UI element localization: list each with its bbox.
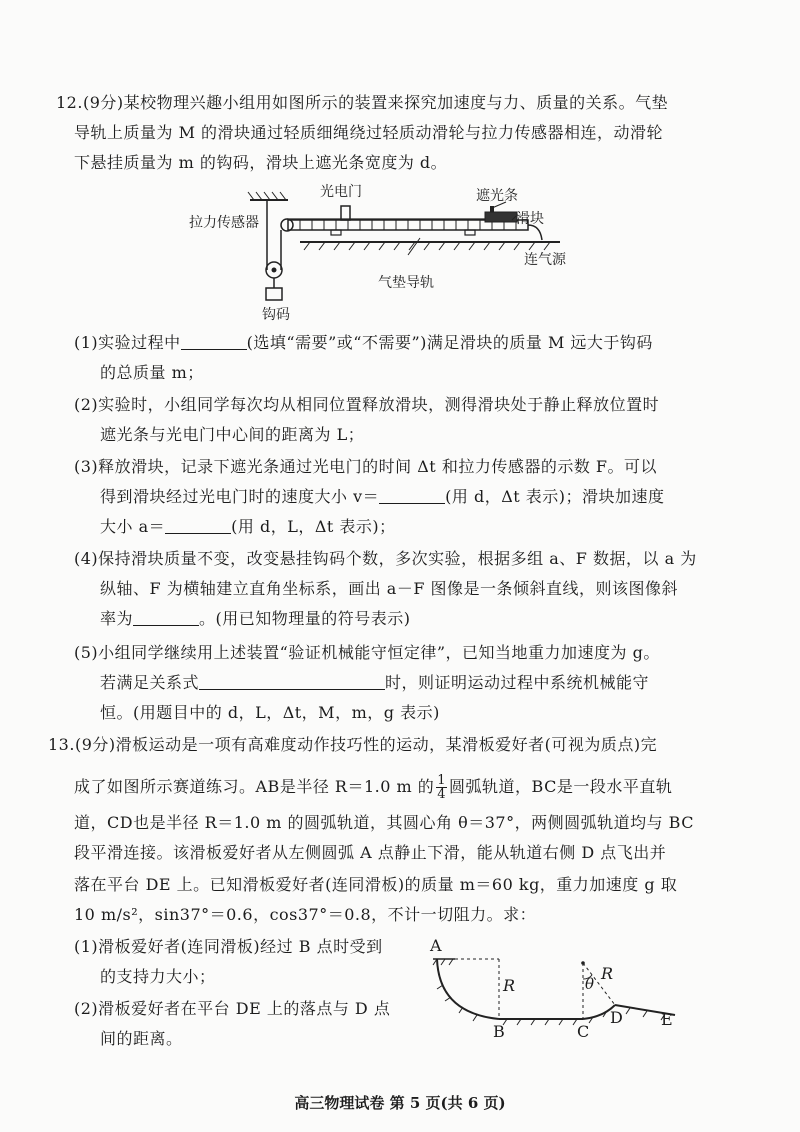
label-air-track: 气垫导轨 xyxy=(378,275,434,291)
angle-theta-label: θ xyxy=(585,975,595,993)
q13-line3: 道，CD也是半径 R＝1.0 m 的圆弧轨道，其圆心角 θ＝37°，两侧圆弧轨道均与 BC xyxy=(74,813,694,832)
q12-part2-line2: 遮光条与光电门中心间的距离为 L； xyxy=(100,425,365,444)
q12-part5-line2: 若满足关系式 时，则证明运动过程中系统机械能守 xyxy=(100,673,650,692)
radius-label-CD: R xyxy=(601,964,614,983)
q13-line2: 成了如图所示赛道练习。AB是半径 R＝1.0 m 的 $\frac{1}{4}$ 圆弧轨道，BC是一段水平直轨 xyxy=(74,773,673,802)
q13-line1: 13.(9分)滑板运动是一项有高难度动作技巧性的运动，某滑板爱好者(可视为质点)完 xyxy=(48,735,658,754)
q13-line5: 落在平台 DE 上。已知滑板爱好者(连同滑板)的质量 m＝60 kg，重力加速度 g 取 xyxy=(74,875,678,894)
q12-part5-line1: (5)小组同学继续用上述装置“验证机械能守恒定律”，已知当地重力加速度为 g。 xyxy=(74,643,660,662)
track-point-C: C xyxy=(577,1022,590,1041)
q13-line4: 段平滑连接。该滑板爱好者从左侧圆弧 A 点静止下滑，能从轨道右侧 D 点飞出并 xyxy=(74,843,667,862)
q13-part1-line2: 的支持力大小； xyxy=(100,967,216,986)
q12-part5-line3: 恒。(用题目中的 d，L，Δt，M，m，g 表示) xyxy=(100,703,440,722)
page-footer: 高三物理试卷 第 5 页(共 6 页) xyxy=(294,1094,506,1112)
q12-intro-line2: 导轨上质量为 M 的滑块通过轻质细绳绕过轻质动滑轮与拉力传感器相连，动滑轮 xyxy=(74,123,664,142)
label-photogate: 光电门 xyxy=(320,184,362,200)
label-hook-weight: 钩码 xyxy=(262,307,290,323)
q12-part4-line1: (4)保持滑块质量不变，改变悬挂钩码个数，多次实验，根据多组 a、F 数据，以 a 为 xyxy=(74,549,697,568)
q13-part2-line2: 间的距离。 xyxy=(100,1029,183,1048)
track-point-A: A xyxy=(430,936,442,955)
quarter-fraction: $\frac{1}{4}$ xyxy=(437,773,447,802)
skateboard-track-figure xyxy=(425,935,695,1045)
q12-part3-line3: 大小 a＝ (用 d，L，Δt 表示)； xyxy=(100,517,396,536)
q12-part4-line3: 率为 。(用已知物理量的符号表示) xyxy=(100,609,411,628)
track-point-B: B xyxy=(493,1022,505,1041)
label-air-source: 连气源 xyxy=(524,252,566,268)
label-light-strip: 遮光条 xyxy=(476,188,518,204)
q12-intro-line3: 下悬挂质量为 m 的钩码，滑块上遮光条宽度为 d。 xyxy=(74,153,448,172)
track-point-E: E xyxy=(661,1010,673,1029)
q13-line6: 10 m/s²，sin37°＝0.6，cos37°＝0.8，不计一切阻力。求： xyxy=(74,905,537,924)
q12-part3-line1: (3)释放滑块，记录下遮光条通过光电门的时间 Δt 和拉力传感器的示数 F。可以 xyxy=(74,457,658,476)
q12-part1-line2: 的总质量 m； xyxy=(100,363,204,382)
q13-part1-line1: (1)滑板爱好者(连同滑板)经过 B 点时受到 xyxy=(74,937,383,956)
label-tension-sensor: 拉力传感器 xyxy=(189,215,259,231)
q12-part1-line1: (1)实验过程中 (选填“需要”或“不需要”)满足滑块的质量 M 远大于钩码 xyxy=(74,333,653,352)
radius-label-AB: R xyxy=(503,976,516,995)
q12-part2-line1: (2)实验时，小组同学每次均从相同位置释放滑块，测得滑块处于静止释放位置时 xyxy=(74,395,660,414)
track-point-D: D xyxy=(610,1008,623,1027)
q13-part2-line1: (2)滑板爱好者在平台 DE 上的落点与 D 点 xyxy=(74,999,391,1018)
q12-intro-line1: 12.(9分)某校物理兴趣小组用如图所示的装置来探究加速度与力、质量的关系。气垫 xyxy=(56,93,669,112)
q12-part3-line2: 得到滑块经过光电门时的速度大小 v＝ (用 d，Δt 表示)；滑块加速度 xyxy=(100,487,665,506)
q12-part4-line2: 纵轴、F 为横轴建立直角坐标系，画出 a－F 图像是一条倾斜直线，则该图像斜 xyxy=(100,579,679,598)
label-slider: 滑块 xyxy=(516,211,544,227)
